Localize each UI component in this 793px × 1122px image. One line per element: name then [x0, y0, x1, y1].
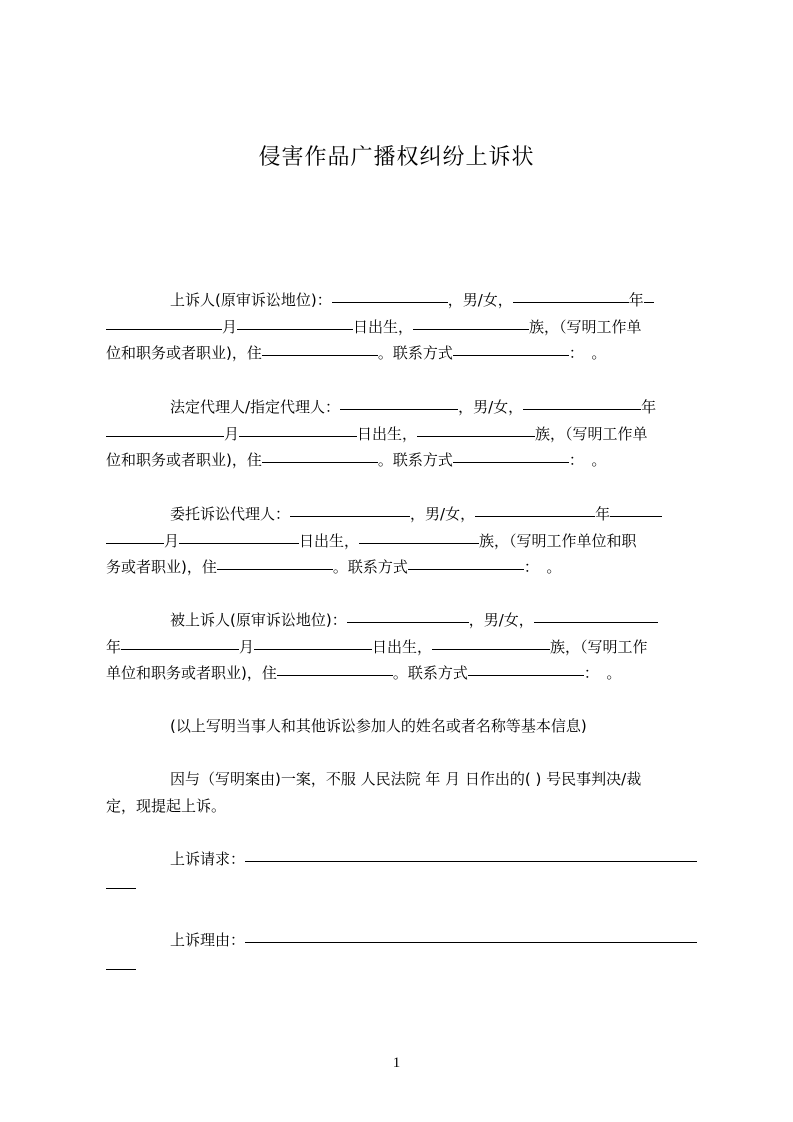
reason-line-1 [106, 927, 701, 954]
day-text: 日出生， [372, 637, 433, 656]
birth-day-blank[interactable] [254, 648, 372, 650]
day-text: 日出生， [299, 531, 360, 550]
address-blank[interactable] [262, 354, 378, 356]
appellant-section [106, 287, 701, 367]
ethnicity-text: 族，（写明工作 [550, 637, 648, 656]
document-title: 侵害作品广播权纠纷上诉状 [258, 145, 535, 170]
gender-text: ，男/女， [410, 505, 476, 523]
request-line-1 [106, 846, 701, 873]
year-tail-blank[interactable] [610, 515, 662, 517]
ethnicity-text: 族，（写明工作单 [535, 424, 648, 443]
year-text: 年 [628, 291, 644, 309]
month-text: 月 [164, 531, 180, 550]
appellee-line-3 [106, 660, 701, 687]
agent-line-1 [106, 394, 701, 421]
reason-label: 上诉理由： [170, 931, 246, 949]
entrusted-line-2 [106, 528, 701, 555]
request-line-2 [106, 873, 701, 900]
contact-blank[interactable] [408, 568, 524, 570]
note-text: (以上写明当事人和其他诉讼参加人的姓名或者名称等基本信息) [170, 717, 587, 735]
reason-blank-cont[interactable] [106, 968, 136, 970]
name-blank[interactable] [290, 515, 410, 517]
entrusted-line-3 [106, 554, 701, 581]
address-label: 务或者职业)，住 [106, 558, 217, 576]
ethnicity-blank[interactable] [417, 435, 535, 437]
appellee-label: 被上诉人(原审诉讼地位)： [170, 611, 347, 629]
note-section [106, 713, 701, 740]
page-number: 1 [392, 1055, 401, 1071]
address-blank[interactable] [262, 461, 378, 463]
request-blank-cont[interactable] [106, 887, 136, 889]
agent-label: 法定代理人/指定代理人： [170, 398, 341, 416]
agent-section [106, 394, 701, 474]
ethnicity-text: 族，（写明工作单 [529, 317, 642, 336]
contact-tail: ： 。 [583, 664, 622, 682]
name-blank[interactable] [332, 301, 448, 303]
appellant-label: 上诉人(原审诉讼地位)： [170, 291, 332, 309]
contact-blank[interactable] [453, 461, 569, 463]
cause-section [106, 766, 701, 819]
ethnicity-blank[interactable] [432, 648, 550, 650]
contact-blank[interactable] [453, 354, 569, 356]
gender-text: ，男/女， [458, 398, 524, 416]
appellant-line-1 [106, 287, 701, 314]
gender-text: ，男/女， [468, 611, 534, 629]
entrusted-label: 委托诉讼代理人： [170, 505, 291, 523]
entrusted-agent-section [106, 501, 701, 581]
contact-tail: ： 。 [568, 451, 607, 469]
year-text: 年 [106, 637, 122, 656]
birth-month-blank[interactable] [106, 542, 164, 544]
gender-text: ，男/女， [447, 291, 513, 309]
address-blank[interactable] [217, 568, 333, 570]
name-blank[interactable] [340, 408, 458, 410]
cause-line-1: 因与（写明案由)一案，不服 人民法院 年 月 日作出的( ) 号民事判决/裁 [170, 770, 642, 788]
appellee-line-2 [106, 634, 701, 661]
entrusted-line-1 [106, 501, 701, 528]
request-blank[interactable] [245, 860, 697, 862]
address-label: 单位和职务或者职业)，住 [106, 664, 277, 682]
birth-day-blank[interactable] [179, 542, 299, 544]
year-text: 年 [641, 398, 657, 416]
birth-year-blank[interactable] [513, 301, 629, 303]
address-label: 位和职务或者职业)，住 [106, 344, 262, 362]
cause-line-2: 定，现提起上诉。 [106, 796, 227, 815]
contact-label: 。联系方式 [377, 344, 453, 362]
reason-line-2 [106, 954, 701, 981]
appellant-line-2 [106, 314, 701, 341]
contact-tail: ： 。 [523, 558, 562, 576]
month-text: 月 [224, 424, 240, 443]
contact-label: 。联系方式 [377, 451, 453, 469]
contact-tail: ： 。 [568, 344, 607, 362]
address-label: 位和职务或者职业)，住 [106, 451, 262, 469]
day-text: 日出生， [357, 424, 418, 443]
birth-year-blank[interactable] [534, 621, 658, 623]
agent-line-2 [106, 421, 701, 448]
appellant-line-3 [106, 340, 701, 367]
agent-line-3 [106, 447, 701, 474]
birth-year-blank[interactable] [475, 515, 595, 517]
name-blank[interactable] [347, 621, 469, 623]
year-text: 年 [595, 505, 611, 523]
ethnicity-blank[interactable] [359, 542, 479, 544]
birth-month-blank[interactable] [106, 435, 224, 437]
reason-blank[interactable] [245, 941, 697, 943]
contact-blank[interactable] [468, 674, 584, 676]
day-text: 日出生， [353, 317, 414, 336]
request-label: 上诉请求： [170, 850, 246, 868]
appellee-section [106, 607, 701, 687]
ethnicity-blank[interactable] [413, 328, 529, 330]
month-text: 月 [239, 637, 255, 656]
month-text: 月 [222, 317, 238, 336]
address-blank[interactable] [277, 674, 393, 676]
ethnicity-text: 族，（写明工作单位和职 [479, 531, 637, 550]
reason-section [106, 927, 701, 980]
birth-day-blank[interactable] [237, 328, 353, 330]
contact-label: 。联系方式 [332, 558, 408, 576]
birth-day-blank[interactable] [239, 435, 357, 437]
birth-month-blank[interactable] [121, 648, 239, 650]
birth-month-blank[interactable] [106, 328, 222, 330]
contact-label: 。联系方式 [392, 664, 468, 682]
birth-year-blank[interactable] [523, 408, 641, 410]
appellee-line-1 [106, 607, 701, 634]
request-section [106, 846, 701, 899]
year-tail-blank[interactable] [644, 301, 654, 303]
